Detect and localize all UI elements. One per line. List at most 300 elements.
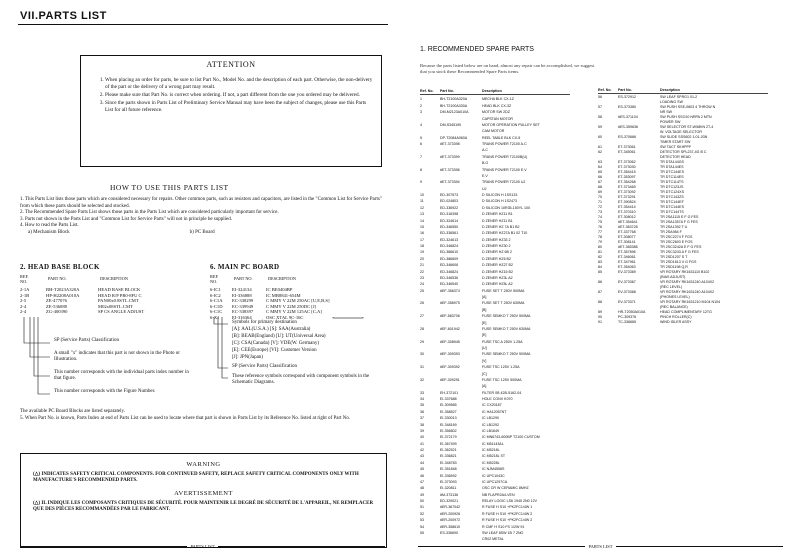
item-description: TRANS POWER T2100 UJ bbox=[482, 180, 526, 185]
item-description: NB FLAPR2A4-VEN bbox=[482, 492, 515, 497]
item-part-no: ED-024803 bbox=[440, 199, 459, 204]
main-board-table bbox=[210, 287, 385, 321]
item-ref: 7 bbox=[420, 154, 422, 159]
item-part-no: #EF-583706 bbox=[440, 314, 460, 319]
item-description: IC MN6743-600BP T2100 CUSTOM bbox=[482, 435, 540, 440]
attention-item: 2. Please make sure that Part No. is correct when ordering. If not, a part different from the one you ordered may be delivered. bbox=[105, 92, 375, 99]
item-description: FUSE TSC 125V 500MA bbox=[482, 377, 522, 382]
item-ref: 65 bbox=[598, 170, 602, 174]
item-ref: 46 bbox=[420, 473, 424, 478]
item-description: D SILICON 10R35-150YL 100 bbox=[482, 205, 531, 210]
item-ref: 56 bbox=[598, 95, 602, 99]
item-part-no: EI-320811 bbox=[440, 486, 457, 491]
attention-item: 3. Since the parts shown in Parts List of Preliminary Service Manual may have been the subject of changes, please use this Parts List for all future reference. bbox=[105, 100, 375, 114]
item-ref: 79 bbox=[598, 240, 602, 244]
item-ref: 1 bbox=[420, 97, 422, 102]
item-description: TR 2SD1207 S T bbox=[660, 255, 688, 259]
item-description: DETECTOR HEAD bbox=[660, 155, 691, 159]
item-ref: 10 bbox=[420, 193, 424, 197]
item-description: CAPSTAN MOTOR bbox=[482, 116, 514, 121]
item-ref: 54 bbox=[420, 524, 424, 529]
cell-ref: 2-5 bbox=[20, 298, 27, 304]
list-item bbox=[420, 536, 570, 542]
item-description: FUSE TSC 125V 1.25A bbox=[482, 365, 520, 370]
cell-ref: 2-4 bbox=[20, 309, 27, 315]
destination-line: [E]: CEE(Europe) [VI]: Customer Version bbox=[232, 348, 317, 353]
item-ref: 36 bbox=[420, 409, 424, 414]
item-description: IC UPC1297CA bbox=[482, 479, 508, 484]
item-description: TRANS POWER T2100 A.C bbox=[482, 142, 527, 146]
item-description: OSC CR W CERAMIC 8MHZ bbox=[482, 486, 529, 491]
item-part-no: EI-373093 bbox=[440, 479, 457, 484]
howto-line: 3. Parts not shown in the Parts List and "Common List for Service Parts" will not in principle be supplied. bbox=[20, 216, 232, 222]
item-part-no: ET-373092 bbox=[618, 190, 636, 194]
item-part-no: ET-373030 bbox=[618, 165, 636, 169]
header-ref: Ref. No. bbox=[420, 89, 434, 93]
item-description: TR DTC123JS bbox=[660, 185, 684, 189]
item-description: NR SW bbox=[660, 110, 672, 114]
title-rule bbox=[18, 24, 388, 25]
item-ref: 87 bbox=[598, 290, 602, 294]
item-ref: 3 bbox=[420, 110, 422, 115]
item-part-no: ET-337768 bbox=[618, 230, 636, 234]
item-ref: 61 bbox=[598, 145, 602, 149]
item-ref: 37 bbox=[420, 416, 424, 421]
item-description: UJ bbox=[482, 186, 487, 191]
item-description: TR 2SC3243 A F G FES bbox=[660, 250, 699, 254]
item-description: IC LB1649 bbox=[482, 428, 499, 433]
item-part-no: ET-373469 bbox=[618, 185, 636, 189]
item-description: D SILICON H 1S2473 bbox=[482, 199, 517, 204]
item-ref: 68 bbox=[598, 185, 602, 189]
item-part-no: #ES-371104 bbox=[618, 115, 638, 119]
item-description: [V] bbox=[482, 358, 487, 363]
cell-ref: 6-C1A bbox=[210, 298, 223, 304]
item-part-no: EI-348169 bbox=[440, 422, 457, 427]
item-description: (BIAS ADJUST) bbox=[660, 275, 686, 279]
item-description: TRANS POWER T2100 E.V bbox=[482, 167, 527, 172]
footer-rule bbox=[616, 546, 783, 547]
item-description: D ZENER HZ27A B1 02 T10 bbox=[482, 231, 528, 236]
item-description: TIMER START SW bbox=[660, 140, 691, 144]
item-ref: 2 bbox=[420, 103, 422, 108]
item-description: TR DTC144TS bbox=[660, 210, 684, 214]
item-part-no: #ER-358610 bbox=[440, 524, 461, 529]
item-description: [C] bbox=[482, 371, 487, 376]
item-ref: 19 bbox=[420, 250, 424, 255]
item-part-no: #EF-356975 bbox=[440, 301, 460, 306]
item-description: TR DTC114ES bbox=[660, 175, 684, 179]
head-col-desc: DESCRIPTION bbox=[100, 276, 128, 281]
howto-text bbox=[20, 197, 385, 237]
cell-part: EI-324134 bbox=[232, 287, 252, 292]
item-ref: 77 bbox=[598, 230, 602, 234]
cell-part: EC-338299 bbox=[232, 298, 254, 304]
item-part-no: #ET-373394 bbox=[440, 180, 460, 185]
item-part-no: ET-347961 bbox=[618, 260, 636, 264]
item-part-no: ET-346061 bbox=[618, 255, 636, 259]
item-ref: 44 bbox=[420, 460, 424, 465]
item-ref bbox=[420, 536, 440, 542]
item-ref: 49 bbox=[420, 492, 424, 497]
item-description: D ZENER HZ 6B 2 bbox=[482, 250, 512, 255]
footer-label: PARTS LIST bbox=[588, 544, 613, 549]
item-part-no: #EF-356374 bbox=[440, 288, 460, 293]
item-description: D ZENER HZ6 B2 bbox=[482, 256, 511, 261]
cell-part: EI-336888 bbox=[232, 292, 252, 298]
item-ref: 57 bbox=[598, 105, 602, 109]
item-part-no: EI-337688 bbox=[440, 397, 457, 401]
item-part-no: #ET-373399 bbox=[440, 154, 460, 159]
item-description: (REC LEVEL) bbox=[660, 285, 683, 289]
item-ref: 59 bbox=[598, 125, 602, 129]
item-part-no: EV-373368 bbox=[618, 290, 636, 294]
cell-part: ZE-536088 bbox=[46, 303, 67, 309]
attention-box bbox=[80, 55, 382, 167]
warning-title: WARNING bbox=[186, 461, 221, 468]
item-part-no: ET-354415 bbox=[618, 170, 636, 174]
item-description: E.V bbox=[482, 173, 488, 178]
item-description: SW PUSH SSO10 NRPA 2 MTN bbox=[660, 115, 712, 119]
cell-ref: 6-IC2 bbox=[210, 292, 221, 298]
item-description: FILTER 0B 42B-5162-04 bbox=[482, 390, 522, 395]
item-ref: 31 bbox=[420, 365, 424, 370]
item-description: TR 2SA984 F bbox=[660, 230, 682, 234]
item-description: TR 2SA1392 T U bbox=[660, 225, 688, 229]
item-ref: 29 bbox=[420, 339, 424, 344]
item-ref: 78 bbox=[598, 235, 602, 239]
item-part-no: EI-309585 bbox=[440, 403, 457, 408]
item-description: D ZENER HZ30 2 bbox=[482, 244, 511, 248]
right-page bbox=[398, 0, 793, 560]
item-description: FUSE SET T 250V 630MA bbox=[482, 301, 525, 306]
item-ref: 28 bbox=[420, 326, 424, 331]
item-ref: 89 bbox=[598, 310, 602, 314]
item-description: SW PUSH SSE-0803 4 THROW N bbox=[660, 105, 716, 109]
item-ref: 86 bbox=[598, 280, 602, 284]
footer-rule bbox=[218, 546, 385, 547]
cell-ref: 6-X1 bbox=[210, 314, 220, 320]
item-ref: 63 bbox=[598, 160, 602, 164]
item-description: IC M5218L bbox=[482, 448, 500, 452]
cell-desc: SP CS ANGLE ADJUST bbox=[98, 309, 145, 315]
item-part-no: ED-307573 bbox=[440, 193, 459, 197]
cell-part: EI-316364 bbox=[232, 314, 252, 320]
cell-desc: IC MB8841-654M bbox=[266, 292, 301, 298]
item-ref: 62 bbox=[598, 150, 602, 154]
item-description: IC UPC1043C bbox=[482, 473, 505, 478]
item-description: [E] bbox=[482, 333, 487, 338]
item-part-no: ES-373380 bbox=[618, 105, 636, 109]
item-part-no: #ER-200926 bbox=[440, 511, 461, 516]
footer-rule bbox=[20, 546, 187, 547]
item-description: PINCH ROLLER(C) bbox=[660, 315, 692, 319]
item-description: POWER SW bbox=[660, 120, 681, 124]
item-part-no: #ET-354641 bbox=[618, 220, 638, 224]
item-description: FUSE SET T 250V 500MA bbox=[482, 288, 525, 293]
item-part-no: ED-336922 bbox=[440, 205, 459, 210]
page-title: VII.PARTS LIST bbox=[20, 10, 107, 22]
cell-ref: 6-IC1 bbox=[210, 287, 221, 292]
cell-desc: C MMY V 22M 250AC [U,E,B,S] bbox=[266, 298, 330, 304]
item-part-no: ED-316398 bbox=[440, 212, 459, 217]
cell-part: EC-339949 bbox=[232, 303, 254, 309]
item-ref: 48 bbox=[420, 486, 424, 491]
item-ref: 52 bbox=[420, 511, 424, 516]
item-ref: 34 bbox=[420, 397, 424, 401]
item-ref: 4 bbox=[420, 122, 422, 127]
item-ref: 51 bbox=[420, 505, 424, 510]
header-part: Part No. bbox=[440, 89, 454, 93]
item-part-no: #ET-373396 bbox=[440, 167, 460, 172]
warning-box bbox=[20, 453, 387, 548]
item-ref: 71 bbox=[598, 200, 602, 204]
item-part-no: ET-345061 bbox=[618, 150, 636, 154]
header-part: Part No. bbox=[618, 88, 632, 92]
main-col-desc: DESCRIPTION bbox=[268, 276, 296, 281]
item-part-no: DM-S345190 bbox=[440, 122, 462, 127]
item-ref: 15 bbox=[420, 224, 424, 229]
item-ref: 69 bbox=[598, 190, 602, 194]
item-ref: 60 bbox=[598, 135, 602, 139]
item-ref: 5 bbox=[420, 135, 422, 140]
item-description: [A] bbox=[482, 384, 487, 389]
item-ref: 70 bbox=[598, 195, 602, 199]
item-ref: 58 bbox=[598, 115, 602, 119]
item-ref: 91 bbox=[598, 320, 602, 324]
item-part-no: BH-T2100A320A bbox=[440, 97, 468, 102]
avertissement-body: (△) IL INDIQUE LES COMPOSANTS CRITIQUES DE SÉCURITÉ. POUR MAINTENIR LE DEGRÉ DE SÉCURITÉ DE L'APPAREIL, NE REMPLACER QUE DES PIÈCES RECOMMANDÉES PAR LE FABRICANT. bbox=[33, 500, 374, 513]
head-col-part: PART NO. bbox=[48, 276, 67, 281]
item-part-no: ET-390824 bbox=[618, 200, 636, 204]
howto-line: 2. The Recommended Spare Parts List shows those parts in the Parts List which are considered particularly important for service. bbox=[20, 210, 279, 216]
item-part-no: #EF-308945 bbox=[440, 339, 460, 344]
item-description: D ZENER HZ 7A B1 B2 bbox=[482, 224, 520, 229]
header-desc: Description bbox=[660, 88, 680, 92]
item-description: SW LEAF 8SW 1B 7 2NO bbox=[482, 530, 524, 535]
item-part-no: EI-351848 bbox=[440, 467, 457, 472]
item-part-no: EV-373367 bbox=[618, 280, 636, 284]
item-ref: 9 bbox=[420, 180, 422, 185]
item-description: TR DTC144EF bbox=[660, 200, 684, 204]
item-description: D ZENER HZ33 2 bbox=[482, 237, 511, 242]
item-description: VR ROTARY RK1631240 A104X2 bbox=[660, 280, 715, 284]
item-part-no: EI-330013 bbox=[440, 416, 457, 421]
annotation-index-number: This number corresponds with the individual parts index number in that figure. bbox=[54, 370, 189, 382]
item-description: SW SELECTOR ST-W58KN 2T-4 bbox=[660, 125, 714, 129]
item-description: HEAD COMPLIMENTARY 12TG bbox=[660, 310, 712, 314]
item-description: TR 2SC2603 E FGS bbox=[660, 240, 693, 244]
item-part-no bbox=[440, 536, 482, 542]
item-part-no: ET-308141 bbox=[618, 240, 636, 244]
attention-list bbox=[95, 77, 375, 114]
item-description: HOLE CONV K070 bbox=[482, 397, 513, 401]
item-description: HEAD BLK CX-3Z bbox=[482, 103, 512, 108]
item-part-no: EV-373369 bbox=[618, 270, 636, 274]
item-description: D ZENER HZ11 B1 bbox=[482, 218, 513, 223]
footer bbox=[418, 544, 783, 549]
head-col-ref: REF. NO. bbox=[20, 274, 29, 284]
item-description: RELAY LOGIC LS6 1945 2N0 12V bbox=[482, 499, 538, 503]
item-description: DETECTOR SPL237-4G B C bbox=[660, 150, 707, 154]
item-ref: 55 bbox=[420, 530, 424, 535]
item-part-no: DP-T2084A060A bbox=[440, 135, 468, 140]
item-part-no: EI-358527 bbox=[440, 409, 457, 414]
destination-line: [J]: JPN(Japan) bbox=[232, 355, 263, 360]
item-description: MOTOR OPERATION PULLEY SET bbox=[482, 122, 540, 127]
cell-part: ZE-477076 bbox=[46, 298, 67, 304]
cell-desc: C MMY V 22M 125AC [C,A] bbox=[266, 309, 322, 315]
item-ref: 18 bbox=[420, 244, 424, 248]
item-part-no: ET-354268 bbox=[618, 180, 636, 184]
item-description: FUSE SEMKO T 250V 500MA bbox=[482, 314, 531, 319]
howto-title: HOW TO USE THIS PARTS LIST bbox=[110, 183, 229, 192]
item-ref: 27 bbox=[420, 314, 424, 319]
item-description: FUSE SEMKO T 250V 500MA bbox=[482, 352, 531, 357]
item-description: MOTOR SW 2DZ bbox=[482, 110, 510, 115]
head-block-heading: 2. HEAD BASE BLOCK bbox=[20, 263, 100, 271]
item-part-no: ET-357896 bbox=[618, 250, 636, 254]
item-description: WIND IDLER ASSY bbox=[660, 320, 692, 324]
item-part-no: ED-324613 bbox=[440, 237, 459, 242]
cell-ref: 6-C1C bbox=[210, 309, 223, 315]
item-part-no: ET-354063 bbox=[618, 265, 636, 269]
annotation-sp2: SP (Service Parts) Classification bbox=[232, 364, 297, 369]
note-line: 5. When Part No. is known, Parts Index at end of Parts List can be used to locate where that part is shown in Parts List by its Reference No. listed at right of Part No. bbox=[20, 416, 351, 421]
item-ref: 16 bbox=[420, 231, 424, 236]
cell-part: HP-H2208A010A bbox=[46, 292, 80, 298]
item-description: [U] bbox=[482, 346, 487, 350]
item-part-no: ES-372912 bbox=[618, 95, 636, 99]
item-description: CAM MOTOR bbox=[482, 129, 505, 134]
item-part-no: EI-348783 bbox=[440, 460, 457, 465]
item-ref: 38 bbox=[420, 422, 424, 427]
item-description: D SILICON H 1SS133 bbox=[482, 193, 518, 197]
item-ref: 43 bbox=[420, 454, 424, 459]
item-part-no: ED-336561 bbox=[440, 231, 459, 236]
item-description: D ZENER HZ5L A2 bbox=[482, 282, 513, 287]
item-ref: 50 bbox=[420, 499, 424, 503]
item-description: MECHA BLK CX-1Z bbox=[482, 97, 514, 102]
cell-desc: M02x08STL.CMT bbox=[98, 303, 133, 309]
note-line: The available PC Board Blocks are listed separately. bbox=[20, 409, 125, 414]
item-part-no: #EF-309291 bbox=[440, 377, 460, 382]
main-col-part: PART NO. bbox=[234, 276, 253, 281]
item-part-no: ET-354414 bbox=[618, 205, 636, 209]
item-part-no: ES-336690 bbox=[440, 530, 458, 535]
header-ref: Ref. No. bbox=[598, 88, 612, 92]
cell-desc: C MMY V 22M 250DC [J] bbox=[266, 303, 317, 309]
item-part-no: EI-367499 bbox=[440, 441, 457, 446]
item-description: [E] bbox=[482, 320, 487, 325]
item-part-no: ET-353097 bbox=[618, 175, 636, 179]
item-description: TR DTC114TS bbox=[660, 180, 684, 184]
item-part-no: ED-346540 bbox=[440, 282, 459, 287]
item-part-no: ED-346536 bbox=[440, 275, 459, 280]
item-ref: 83 bbox=[598, 260, 602, 264]
item-part-no: EI-372179 bbox=[440, 435, 457, 440]
table-row bbox=[20, 309, 200, 315]
cell-ref: 2-1B bbox=[20, 292, 30, 298]
item-ref: 13 bbox=[420, 212, 424, 217]
cell-ref: 6-C1D bbox=[210, 303, 223, 309]
item-ref: 53 bbox=[420, 518, 424, 523]
item-description: VR ROTARY RK1631240 A104X2 bbox=[660, 290, 715, 294]
item-part-no: TC-336665 bbox=[618, 320, 636, 324]
item-part-no: EI-336821 bbox=[440, 454, 457, 459]
cell-ref: 2-4 bbox=[20, 303, 27, 309]
item-ref: 82 bbox=[598, 255, 602, 259]
item-ref: 45 bbox=[420, 467, 424, 472]
item-ref: 47 bbox=[420, 479, 424, 484]
item-ref: 23 bbox=[420, 275, 424, 280]
head-block-table bbox=[20, 287, 200, 315]
header-desc: Description bbox=[482, 89, 502, 93]
item-ref: 32 bbox=[420, 377, 424, 382]
cell-part: BH-T2023A320A bbox=[46, 287, 80, 292]
item-description: TR DTC143ZS bbox=[660, 195, 684, 199]
item-ref: 21 bbox=[420, 263, 424, 268]
item-ref: 81 bbox=[598, 250, 602, 254]
item-ref: 39 bbox=[420, 428, 424, 433]
left-page bbox=[0, 0, 395, 560]
howto-sub-b: b) PC Board bbox=[189, 229, 215, 235]
item-part-no: ES-370666 bbox=[618, 135, 636, 139]
destination-line: [B]: BEAB(England) [U]: UT(Universal Area) bbox=[232, 334, 326, 339]
spare-parts-column-a bbox=[420, 88, 570, 543]
item-ref: 24 bbox=[420, 282, 424, 287]
item-description: (REC BALANCE) bbox=[660, 305, 688, 309]
annotation-sp: SP (Service Parts) Classification bbox=[54, 338, 119, 343]
footer bbox=[20, 544, 385, 549]
item-description: IC M5218L ST bbox=[482, 454, 506, 459]
item-part-no: ED-324614 bbox=[440, 218, 459, 223]
item-part-no: ET-370310 bbox=[618, 210, 636, 214]
item-description: TR DTC144ES bbox=[660, 205, 684, 209]
cell-desc: HEAD BASE BLOCK bbox=[98, 287, 141, 292]
item-description: IC CX20187 bbox=[482, 403, 502, 408]
item-description: TRANS POWER T2100B(U) bbox=[482, 154, 528, 159]
item-ref: 76 bbox=[598, 225, 602, 229]
footer-label: PARTS LIST bbox=[190, 544, 215, 549]
cell-desc: HEAD R/P PR0-8FU C bbox=[98, 292, 142, 298]
item-part-no: ET-308012 bbox=[618, 215, 636, 219]
item-part-no: ED-346550 bbox=[440, 224, 459, 229]
item-ref: 64 bbox=[598, 165, 602, 169]
item-part-no: EH-372101 bbox=[440, 390, 459, 395]
item-part-no: ED-386609 bbox=[440, 256, 459, 261]
item-description: TR DTA144GS bbox=[660, 160, 684, 164]
item-description: IC M51143AL bbox=[482, 441, 504, 446]
item-part-no: #ET-363728 bbox=[618, 225, 638, 229]
item-description: (PHONES LEVEL) bbox=[660, 295, 690, 299]
item-description: [B] bbox=[482, 307, 487, 312]
item-ref: 85 bbox=[598, 270, 602, 274]
destination-line: [C]: CSA(Canada) [V]: VDE(W. Germany) bbox=[232, 341, 320, 346]
item-description: REEL TABLE BLK CX-5 bbox=[482, 135, 521, 140]
cell-desc: PAN00x0.8STL.CMT bbox=[98, 298, 139, 304]
item-description: [A] bbox=[482, 295, 487, 299]
item-ref: 88 bbox=[598, 300, 602, 304]
item-ref: 90 bbox=[598, 315, 602, 319]
item-ref: 74 bbox=[598, 215, 602, 219]
item-ref: 66 bbox=[598, 175, 602, 179]
item-ref: 33 bbox=[420, 390, 424, 395]
item-part-no: ET-373061 bbox=[618, 145, 636, 149]
item-part-no: ET-373291 bbox=[618, 195, 636, 199]
item-ref: 80 bbox=[598, 245, 602, 249]
item-part-no: #EF-309393 bbox=[440, 352, 460, 357]
